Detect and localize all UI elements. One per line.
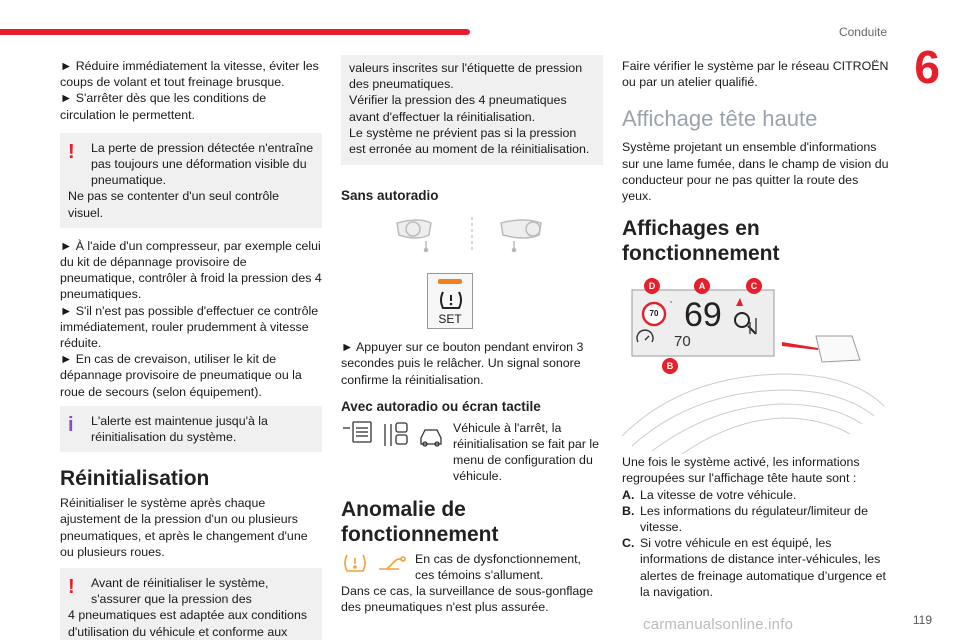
paragraph: Système projetant un ensemble d'informations sur une lame fumée, dans le champ de vision du conducteur pour ne pas quitter la route des yeux. (622, 140, 889, 204)
warning-note (60, 133, 322, 228)
paragraph: Dans ce cas, la surveillance de sous-gonflage des pneumatiques n'est plus assurée. (341, 584, 594, 615)
set-label: SET (438, 312, 462, 327)
list-label: A. (622, 487, 635, 502)
list-text: Si votre véhicule en est équipé, les informations de distance inter-véhicules, les alertes de freinage automatique d’urgence et la navigation. (640, 536, 886, 599)
hud-badge-c: C (746, 278, 762, 294)
menu-config-block (341, 420, 603, 485)
hud-badge-b: B (662, 358, 678, 374)
column-2 (341, 55, 603, 615)
watermark: carmanualsonline.info (643, 616, 794, 633)
list-item (622, 487, 890, 503)
paragraph: Faire vérifier le système par le réseau CITROËN ou par un atelier qualifié. (622, 59, 889, 90)
anomaly-block (341, 551, 603, 616)
info-icon: i (68, 413, 74, 436)
column-3 (622, 58, 890, 600)
note-text: Le système ne prévient pas si la pression est erronée au moment de la réinitialisation. (349, 125, 590, 157)
note-text: Vérifier la pression des 4 pneumatiques avant d'effectuer la réinitialisation. (349, 93, 567, 124)
header-red-bar (0, 29, 470, 35)
list-label: C. (622, 536, 635, 551)
paragraph: Réinitialiser le système après chaque ajustement de la pression d'un ou plusieurs pneumatiques, et après le changement d'une ou plusieurs roues. (60, 496, 308, 559)
warning-note (60, 568, 322, 640)
section-name: Conduite (838, 25, 887, 39)
settings-icons (341, 420, 445, 450)
paragraph: Une fois le système activé, les informations regroupées sur l'affichage tête haute sont : (622, 455, 860, 486)
column-1 (60, 58, 322, 640)
hud-illustration (622, 276, 890, 454)
orange-indicator (438, 279, 462, 284)
hud-speed: 69 (684, 296, 722, 335)
warning-icon: ! (68, 140, 75, 163)
paragraph: ► S'il n'est pas possible d'effectuer ce contrôle immédiatement, rouler prudemment à vitesse réduite. (60, 303, 319, 351)
set-button-illustration (427, 273, 473, 329)
hud-badge-d: D (644, 278, 660, 294)
paragraph: Véhicule à l'arrêt, la réinitialisation se fait par le menu de configuration du véhicule. (453, 420, 600, 484)
warning-icon: ! (68, 576, 75, 599)
warning-text: 4 pneumatiques est adaptée aux conditions d'utilisation du véhicule et conforme aux (68, 608, 308, 639)
tire-pressure-icon (438, 289, 464, 311)
hud-limit-sign: 70 (649, 309, 659, 319)
heading-reinitialisation: Réinitialisation (60, 467, 210, 491)
paragraph: En cas de dysfonctionnement, ces témoins s'allument. (415, 551, 581, 582)
heading-affichages-en-fonctionnement: Affichages en fonctionnement (622, 217, 780, 266)
warning-text: Ne pas se contenter d'un seul contrôle visuel. (68, 189, 280, 220)
paragraph: ► Réduire immédiatement la vitesse, éviter les coups de volant et tout freinage brusque. (60, 59, 319, 90)
warning-text: La perte de pression détectée n'entraîne pas toujours une déformation visible du pneumatique. (91, 140, 314, 188)
paragraph: ► S'arrêter dès que les conditions de circulation le permettent. (60, 91, 267, 122)
note-text: valeurs inscrites sur l'étiquette de pression des pneumatiques. (349, 61, 583, 92)
hud-cruise-speed: 70 (674, 333, 691, 351)
paragraph: ► En cas de crevaison, utiliser le kit de dépannage provisoire de pneumatique ou la roue de secours (selon équipement). (60, 352, 302, 399)
list-text: Les informations du régulateur/limiteur de vitesse. (640, 503, 868, 535)
info-note (60, 406, 322, 452)
heading-affichage-tete-haute: Affichage tête haute (622, 106, 818, 132)
list-item (622, 535, 890, 600)
page-number: 119 (912, 613, 932, 627)
paragraph: ► Appuyer sur ce bouton pendant environ 3 secondes puis le relâcher. Un signal sonore confirme la réinitialisation. (341, 340, 584, 387)
heading-avec-autoradio: Avec autoradio ou écran tactile (341, 398, 541, 414)
warning-lamps-icons (341, 551, 411, 577)
chapter-number: 6 (914, 41, 940, 93)
warning-note-continued (341, 55, 603, 165)
list-item (622, 503, 890, 535)
info-text: L'alerte est maintenue jusqu'à la réinitialisation du système. (91, 413, 268, 445)
steering-wheels-illustration (341, 213, 603, 259)
warning-text: Avant de réinitialiser le système, s'assurer que la pression des (91, 576, 269, 607)
heading-anomalie: Anomalie de fonctionnement (341, 497, 499, 546)
list-text: La vitesse de votre véhicule. (640, 487, 797, 502)
paragraph: ► À l'aide d'un compresseur, par exemple celui du kit de dépannage provisoire de pneumatique, contrôler à froid la pression des 4 pneumatiques. (60, 238, 322, 302)
heading-sans-autoradio: Sans autoradio (341, 188, 439, 204)
list-label: B. (622, 503, 635, 518)
hud-badge-a: A (694, 278, 710, 294)
